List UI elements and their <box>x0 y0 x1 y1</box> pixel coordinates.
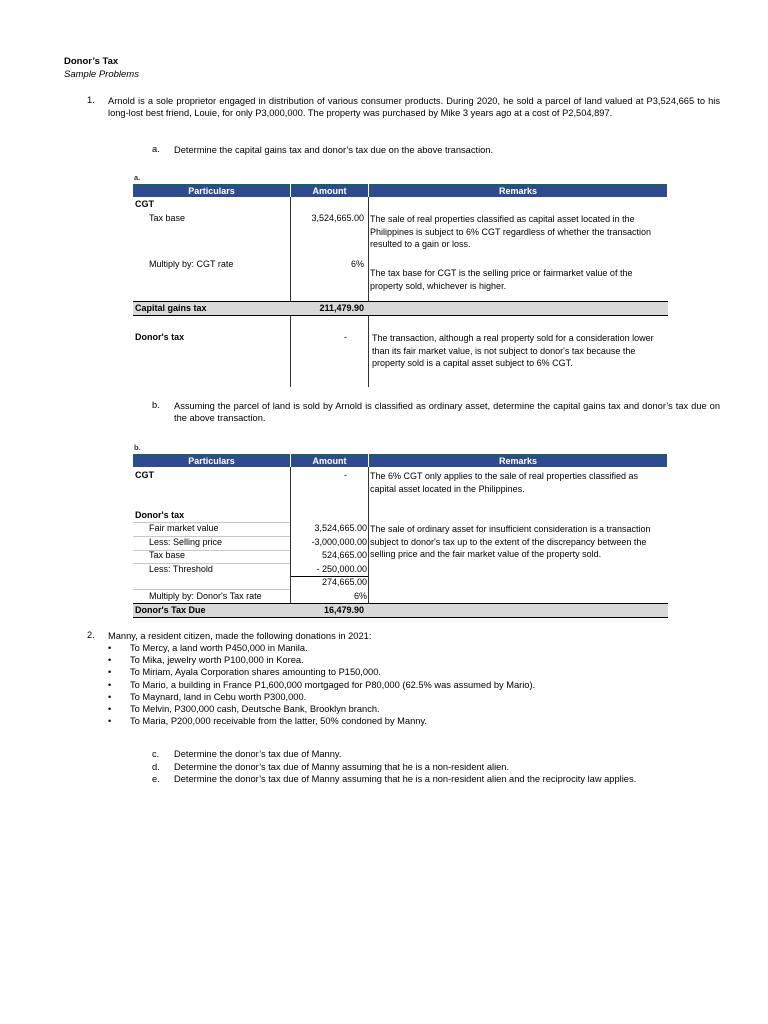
list-item: • To Melvin, P300,000 cash, Deutsche Bank, Brooklyn branch. <box>108 703 535 715</box>
table-b <box>133 454 668 619</box>
table-b-header-remarks: Remarks <box>369 454 667 467</box>
problem-1-number: 1. <box>87 95 95 105</box>
donations-list <box>108 642 535 727</box>
problem-2-intro: Manny, a resident citizen, made the following donations in 2021: <box>108 631 372 641</box>
capital-gains-tax-row <box>133 301 668 316</box>
question-e-letter: e. <box>152 774 160 784</box>
tax-base-label: Tax base <box>149 213 186 223</box>
donors-tax-remark: The sale of ordinary asset for insufficient consideration is a transaction subject to donor's tax up to the extent of the discrepancy between the selling price and the fair market value of the property sold. <box>370 524 651 560</box>
question-d-letter: d. <box>152 762 160 772</box>
list-item: • To Mika, jewelry worth P100,000 in Korea. <box>108 654 535 666</box>
part-a-text: Determine the capital gains tax and donor’s tax due on the above transaction. <box>174 145 494 155</box>
tax-base-remark: The sale of real properties classified as capital asset located in the Philippines is subject to 6% CGT regardless of whether the transaction resulted to a gain or loss. <box>370 214 651 250</box>
table-row: Less: Threshold <box>149 564 213 574</box>
list-item: • To Maynard, land in Cebu worth P300,000. <box>108 691 535 703</box>
donors-tax-amount: - <box>344 332 347 342</box>
donors-tax-label: Donor's tax <box>135 510 185 520</box>
table-a-label: a. <box>134 173 141 182</box>
table-row-amount: -3,000,000.00 <box>311 537 367 547</box>
table-b-label: b. <box>134 443 141 452</box>
donors-tax-due-amount: 16,479.90 <box>323 605 364 615</box>
table-a-divider <box>368 197 369 387</box>
table-row-amount: 6% <box>353 591 367 601</box>
question-d-text: Determine the donor’s tax due of Manny assuming that he is a non-resident alien. <box>174 762 510 772</box>
list-item: • To Miriam, Ayala Corporation shares amounting to P150,000. <box>108 666 535 678</box>
cgt-rate-remark: The tax base for CGT is the selling price or fairmarket value of the property sold, whichever is higher. <box>370 268 633 291</box>
question-c-text: Determine the donor’s tax due of Manny. <box>174 749 342 759</box>
capital-gains-tax-amount: 211,479.90 <box>319 303 364 313</box>
table-row-amount: 274,665.00 <box>321 577 367 587</box>
cgt-rate-label: Multiply by: CGT rate <box>149 259 234 269</box>
capital-gains-tax-label: Capital gains tax <box>135 303 207 313</box>
table-a-header-particulars: Particulars <box>133 184 290 197</box>
table-row: Fair market value <box>149 523 219 533</box>
problem-2-number: 2. <box>87 630 95 640</box>
table-row: Tax base <box>149 550 186 560</box>
part-a-letter: a. <box>152 144 160 154</box>
table-row: Less: Selling price <box>149 537 223 547</box>
part-b-letter: b. <box>152 400 160 410</box>
cgt-label: CGT <box>135 199 154 209</box>
donors-tax-due-label: Donor's Tax Due <box>135 605 206 615</box>
document-title: Donor’s Tax <box>64 56 119 67</box>
tax-base-amount: 3,524,665.00 <box>311 213 364 223</box>
list-item: • To Mercy, a land worth P450,000 in Manila. <box>108 642 535 654</box>
question-e-text: Determine the donor’s tax due of Manny assuming that he is a non-resident alien and the reciprocity law applies. <box>174 774 637 784</box>
table-row-amount: - 250,000.00 <box>316 564 367 574</box>
problem-1-text: Arnold is a sole proprietor engaged in distribution of various consumer products. During 2020, he sold a parcel of land valued at P3,524,665 to his long-lost best friend, Louie, for only P3,000,000. The property was purchased by Mike 3 years ago at a cost of P2,504,897. <box>108 96 720 119</box>
table-row-amount: 3,524,665.00 <box>314 523 367 533</box>
table-row: Multiply by: Donor's Tax rate <box>149 591 262 601</box>
donors-tax-due-row <box>133 603 668 618</box>
donors-tax-label: Donor's tax <box>135 332 185 342</box>
cgt-label: CGT <box>135 470 154 480</box>
cgt-remark: The 6% CGT only applies to the sale of real properties classified as capital asset located in the Philippines. <box>370 471 638 494</box>
part-b-text: Assuming the parcel of land is sold by Arnold is classified as ordinary asset, determine the capital gains tax and donor’s tax due on the above transaction. <box>174 401 720 424</box>
table-b-header-amount: Amount <box>291 454 368 467</box>
table-b-header-particulars: Particulars <box>133 454 290 467</box>
question-c-letter: c. <box>152 749 160 759</box>
table-a-divider <box>290 197 291 387</box>
list-item: • To Maria, P200,000 receivable from the latter, 50% condoned by Manny. <box>108 715 535 727</box>
table-a <box>133 184 668 389</box>
table-b-divider <box>368 467 369 617</box>
cgt-amount: - <box>344 470 347 480</box>
table-a-header-amount: Amount <box>291 184 368 197</box>
table-row-amount: 524,665.00 <box>321 550 367 560</box>
cgt-rate-amount: 6% <box>350 259 364 269</box>
list-item: • To Mario, a building in France P1,600,000 mortgaged for P80,000 (62.5% was assumed by Mario). <box>108 679 535 691</box>
document-subtitle: Sample Problems <box>64 69 139 80</box>
table-a-header-remarks: Remarks <box>369 184 667 197</box>
donors-tax-remark: The transaction, although a real property sold for a consideration lower than its fair market value, is not subject to donor's tax because the property sold is a capital asset subject to 6% CGT. <box>372 333 654 369</box>
